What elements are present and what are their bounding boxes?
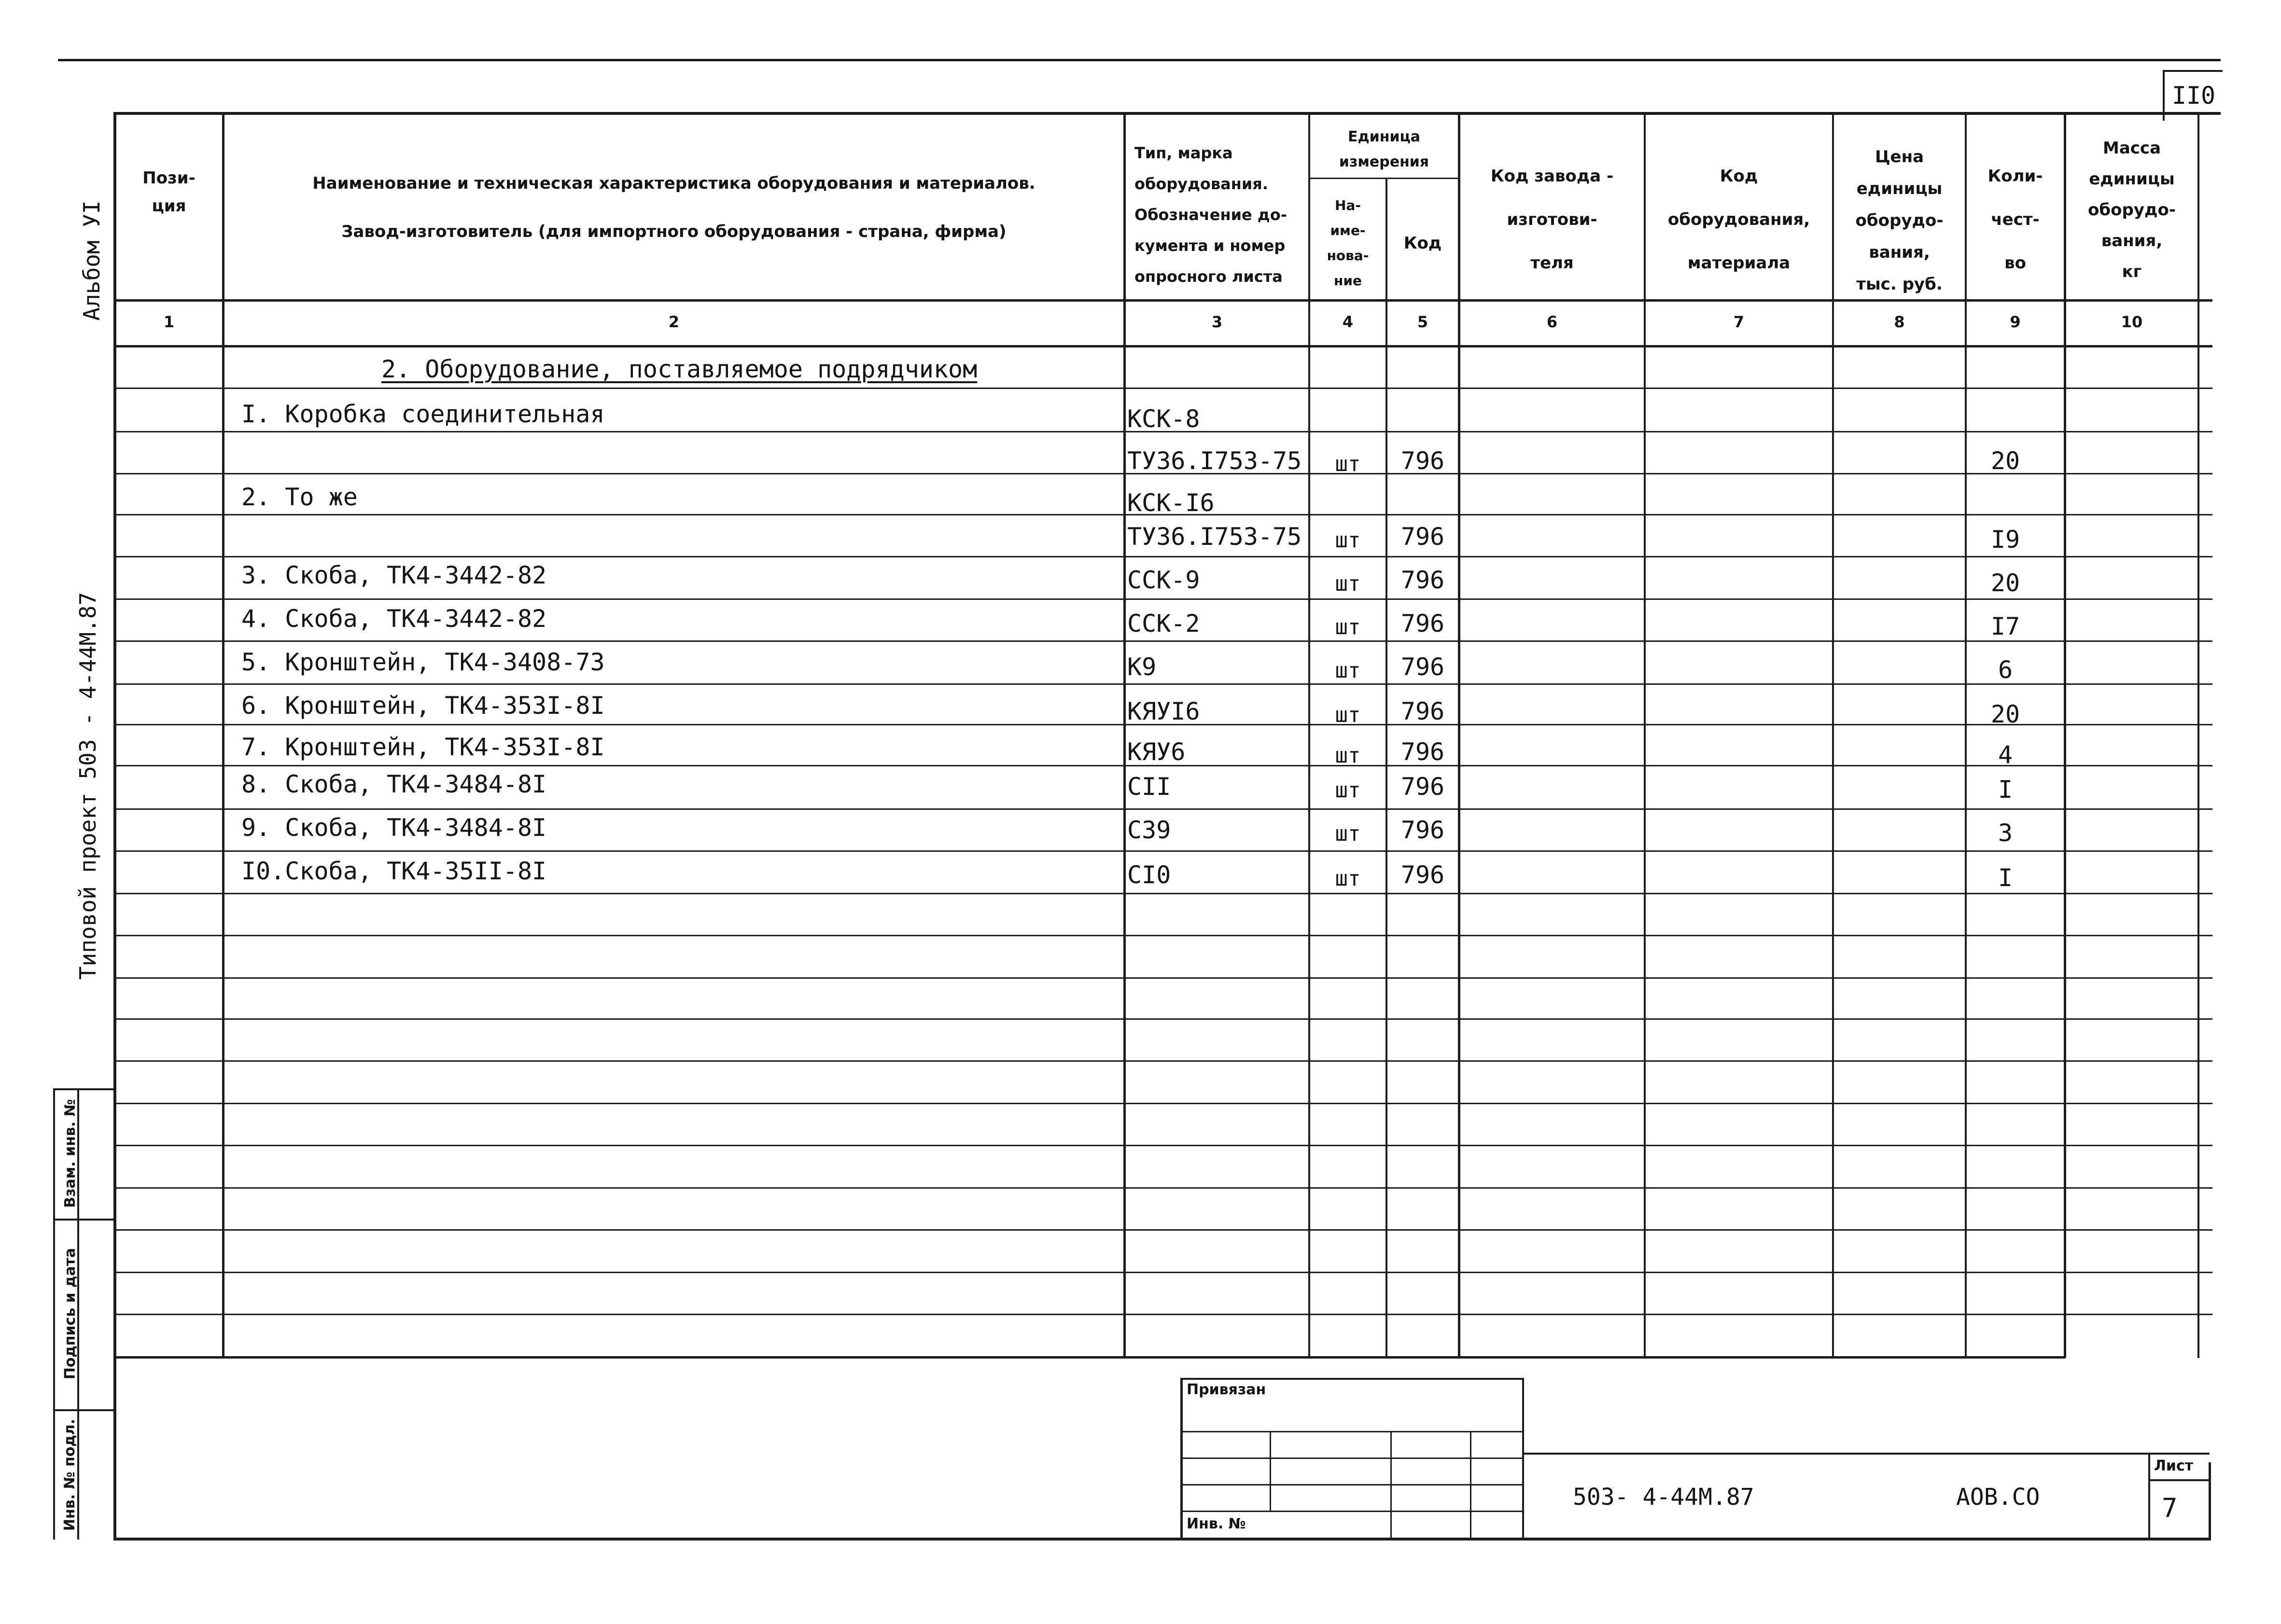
- row-1-name: I. Коробка соединительная: [241, 400, 605, 428]
- stamp-vzam-inv: Взам. инв. №: [62, 1099, 79, 1208]
- header-maker-code: Код завода - изготови- теля: [1490, 167, 1614, 273]
- row-12-qty: I: [1998, 864, 2013, 892]
- row-12-code: 796: [1400, 861, 1445, 889]
- frame-right: [2209, 1462, 2211, 1541]
- privyazan-label: Привязан: [1187, 1381, 1266, 1398]
- frame-top: [115, 112, 2221, 115]
- row-7-unit: шт: [1335, 658, 1361, 683]
- row-4-qty: I9: [1990, 526, 2020, 554]
- row-11-name: 9. Скоба, ТК4-3484-8I: [241, 814, 547, 842]
- row-5-unit: шт: [1335, 571, 1361, 596]
- row-3-name: 2. То же: [241, 483, 358, 511]
- row-9-code: 796: [1400, 738, 1445, 766]
- row-7-code: 796: [1400, 653, 1445, 681]
- row-8-unit: шт: [1335, 703, 1361, 727]
- row-4-unit: шт: [1335, 528, 1361, 553]
- row-8-code: 796: [1400, 697, 1445, 725]
- row-7-type: К9: [1127, 653, 1157, 681]
- row-3-type: КСК-I6: [1127, 489, 1215, 517]
- section-title: 2. Оборудование, поставляемое подрядчиком: [381, 355, 978, 383]
- row-5-type: ССК-9: [1127, 566, 1200, 594]
- header-unit: Единица измерения: [1339, 128, 1429, 170]
- row-2-qty: 20: [1990, 447, 2020, 475]
- page-number: II0: [2171, 82, 2216, 110]
- row-10-unit: шт: [1335, 778, 1361, 803]
- row-6-qty: I7: [1990, 612, 2020, 640]
- stamp-inv-podl: Инв. № подл.: [61, 1418, 78, 1531]
- header-equipment-code: Код оборудования, материала: [1667, 167, 1810, 273]
- header-price: Цена единицы оборудо- вания, тыс. руб.: [1855, 147, 1944, 294]
- row-9-qty: 4: [1998, 741, 2013, 769]
- row-2-type: ТУ36.I753-75: [1127, 447, 1302, 475]
- row-8-name: 6. Кронштейн, ТК4-353I-8I: [241, 692, 605, 720]
- row-10-qty: I: [1998, 776, 2013, 804]
- row-11-code: 796: [1400, 816, 1445, 844]
- row-9-type: КЯУ6: [1127, 738, 1186, 766]
- header-unit-code: Код: [1403, 234, 1442, 253]
- row-4-type: ТУ36.I753-75: [1127, 523, 1302, 551]
- row-11-unit: шт: [1335, 821, 1361, 846]
- row-8-type: КЯУI6: [1127, 697, 1200, 725]
- row-6-type: ССК-2: [1127, 610, 1200, 638]
- row-4-code: 796: [1400, 523, 1445, 551]
- row-12-unit: шт: [1335, 866, 1361, 891]
- row-12-name: I0.Скоба, ТК4-35II-8I: [241, 857, 547, 885]
- header-name: Наименование и техническая характеристика оборудования и материалов. Завод-изготовитель (для импортного оборудования - страна, фирма): [312, 174, 1036, 241]
- row-6-code: 796: [1400, 610, 1445, 638]
- header-mass: Масса единицы оборудо- вания, кг: [2088, 139, 2176, 281]
- row-7-name: 5. Кронштейн, ТК4-3408-73: [241, 648, 605, 676]
- row-2-code: 796: [1400, 447, 1445, 475]
- row-8-qty: 20: [1990, 700, 2020, 728]
- header-type: Тип, марка оборудования. Обозначение до- кумента и номер опросного листа: [1134, 144, 1287, 286]
- row-9-unit: шт: [1335, 743, 1361, 768]
- row-10-code: 796: [1400, 773, 1445, 801]
- row-9-name: 7. Кронштейн, ТК4-353I-8I: [241, 733, 605, 761]
- row-11-type: С39: [1127, 816, 1171, 844]
- doc-mark: АОВ.СО: [1956, 1484, 2040, 1511]
- row-11-qty: 3: [1998, 819, 2013, 847]
- header-quantity: Коли- чест- во: [1987, 167, 2043, 273]
- doc-code: 503- 4-44М.87: [1573, 1484, 1754, 1511]
- row-12-type: СI0: [1127, 861, 1171, 889]
- header-position: Пози- ция: [142, 168, 196, 216]
- list-label: Лист: [2154, 1457, 2194, 1474]
- stamp-podpis-data: Подпись и дата: [62, 1248, 79, 1380]
- row-6-name: 4. Скоба, ТК4-3442-82: [241, 605, 547, 633]
- row-5-code: 796: [1400, 566, 1445, 594]
- header-unit-name: На- име- нова- ние: [1327, 197, 1369, 289]
- project-label: Типовой проект 503 - 4-44М.87: [75, 592, 101, 980]
- row-5-qty: 20: [1990, 569, 2020, 597]
- inv-no-label: Инв. №: [1187, 1515, 1246, 1532]
- album-label: Альбом УI: [79, 200, 105, 321]
- frame-bottom: [113, 1538, 2209, 1541]
- row-5-name: 3. Скоба, ТК4-3442-82: [241, 561, 547, 589]
- row-6-unit: шт: [1335, 615, 1361, 639]
- row-2-unit: шт: [1335, 452, 1361, 476]
- row-1-type: КСК-8: [1127, 405, 1200, 433]
- list-number: 7: [2162, 1493, 2178, 1523]
- row-7-qty: 6: [1998, 656, 2013, 684]
- row-10-name: 8. Скоба, ТК4-3484-8I: [241, 770, 547, 798]
- row-10-type: СII: [1127, 773, 1171, 801]
